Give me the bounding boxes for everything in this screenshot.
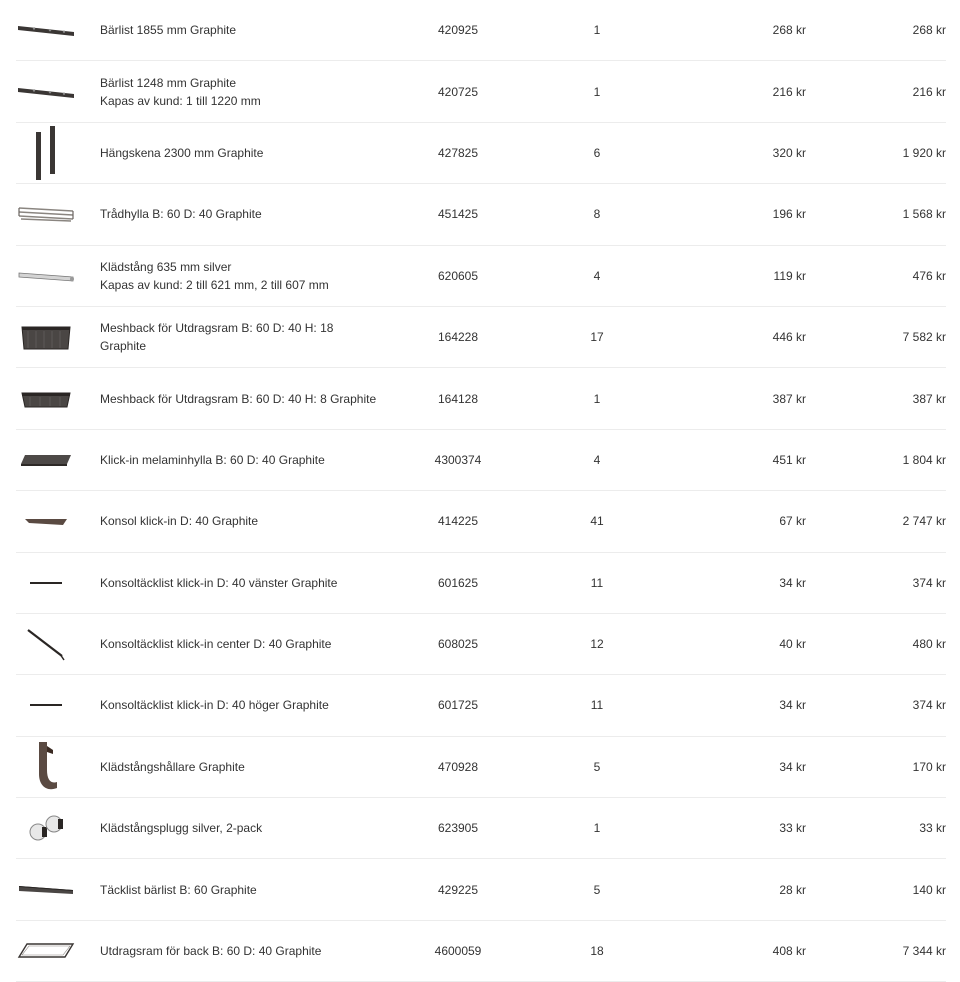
item-total-price: 268 kr (912, 23, 946, 38)
list-item[interactable] (16, 184, 946, 245)
item-quantity: 5 (593, 759, 601, 774)
item-name-cell (100, 246, 400, 306)
list-item[interactable] (16, 246, 946, 307)
item-article-number: 420925 (437, 23, 479, 38)
item-article-number: 601725 (437, 698, 479, 713)
item-unit-price: 451 kr (772, 452, 806, 467)
item-total-price: 1 804 kr (902, 452, 946, 467)
item-name-cell (100, 307, 400, 367)
item-unit-price: 387 kr (772, 391, 806, 406)
item-total-price: 1 568 kr (902, 207, 946, 222)
item-article-number: 429225 (437, 882, 479, 897)
item-total-price: 480 kr (912, 637, 946, 652)
item-quantity: 1 (593, 821, 601, 836)
list-item[interactable] (16, 675, 946, 736)
item-total-price: 374 kr (912, 575, 946, 590)
item-name: Bärlist 1855 mm Graphite (100, 23, 237, 38)
list-item[interactable] (16, 737, 946, 798)
item-name-cell (100, 184, 400, 244)
item-name: Konsoltäcklist klick-in center D: 40 Graphite (100, 637, 332, 652)
item-name: Bärlist 1248 mm Graphite (100, 75, 237, 90)
item-total-price: 33 kr (919, 821, 946, 836)
item-unit-price: 268 kr (772, 23, 806, 38)
list-item[interactable] (16, 307, 946, 368)
item-total-price: 476 kr (912, 268, 946, 283)
cover-strip-center-icon (16, 614, 76, 674)
item-quantity: 18 (590, 944, 604, 959)
item-article-number: 420725 (437, 84, 479, 99)
item-total-price: 387 kr (912, 391, 946, 406)
item-name-cell (100, 553, 400, 613)
item-name: Konsoltäcklist klick-in D: 40 höger Graphite (100, 698, 329, 713)
item-quantity: 11 (590, 698, 604, 713)
item-name: Täcklist bärlist B: 60 Graphite (100, 882, 257, 897)
list-item[interactable] (16, 368, 946, 429)
item-total-price: 216 kr (912, 84, 946, 99)
mesh-basket-icon (16, 307, 76, 367)
list-item[interactable] (16, 430, 946, 491)
rail-icon (16, 0, 76, 60)
item-note: Kapas av kund: 1 till 1220 mm (100, 93, 261, 108)
item-quantity: 8 (593, 207, 601, 222)
item-name: Meshback för Utdragsram B: 60 D: 40 H: 18 (100, 321, 334, 336)
hanging-bar-icon (16, 123, 76, 183)
list-item[interactable] (16, 61, 946, 122)
item-total-price: 7 344 kr (902, 944, 946, 959)
cover-strip-icon (16, 553, 76, 613)
item-article-number: 4300374 (434, 452, 482, 467)
rod-plug-icon (16, 798, 76, 858)
item-quantity: 1 (593, 391, 601, 406)
item-unit-price: 34 kr (779, 575, 806, 590)
mesh-basket-low-icon (16, 368, 76, 428)
item-name-cell (100, 491, 400, 551)
item-unit-price: 33 kr (779, 821, 806, 836)
item-article-number: 4600059 (434, 944, 482, 959)
item-name: Klädstångshållare Graphite (100, 759, 245, 774)
list-item[interactable] (16, 491, 946, 552)
item-article-number: 427825 (437, 145, 479, 160)
item-name: Konsoltäcklist klick-in D: 40 vänster Graphite (100, 575, 338, 590)
item-quantity: 1 (593, 84, 601, 99)
list-item[interactable] (16, 921, 946, 982)
item-name-cell (100, 921, 400, 981)
item-quantity: 41 (590, 514, 604, 529)
item-article-number: 601625 (437, 575, 479, 590)
list-item[interactable] (16, 798, 946, 859)
item-name: Utdragsram för back B: 60 D: 40 Graphite (100, 944, 322, 959)
list-item[interactable] (16, 614, 946, 675)
item-article-number: 164228 (437, 330, 479, 345)
list-item[interactable] (16, 553, 946, 614)
item-unit-price: 446 kr (772, 330, 806, 345)
bracket-icon (16, 491, 76, 551)
item-article-number: 608025 (437, 637, 479, 652)
item-unit-price: 119 kr (773, 268, 806, 283)
wire-shelf-icon (16, 184, 76, 244)
item-unit-price: 196 kr (772, 207, 806, 222)
item-name-cell (100, 798, 400, 858)
item-total-price: 2 747 kr (902, 514, 946, 529)
item-unit-price: 67 kr (779, 514, 806, 529)
item-unit-price: 216 kr (772, 84, 806, 99)
item-name-cell (100, 368, 400, 428)
item-unit-price: 34 kr (779, 698, 806, 713)
item-article-number: 623905 (437, 821, 479, 836)
item-name-cell (100, 0, 400, 60)
item-quantity: 4 (593, 268, 601, 283)
item-total-price: 374 kr (912, 698, 946, 713)
item-total-price: 7 582 kr (902, 330, 946, 345)
item-quantity: 4 (593, 452, 601, 467)
item-name: Klädstångsplugg silver, 2-pack (100, 821, 263, 836)
item-unit-price: 320 kr (772, 145, 806, 160)
rod-holder-icon (16, 737, 76, 797)
item-name: Trådhylla B: 60 D: 40 Graphite (100, 207, 262, 222)
item-article-number: 470928 (437, 759, 479, 774)
item-total-price: 170 kr (912, 759, 946, 774)
drawer-frame-icon (16, 921, 76, 981)
item-quantity: 17 (590, 330, 604, 345)
item-article-number: 414225 (437, 514, 479, 529)
item-note: Graphite (100, 339, 147, 354)
item-note: Kapas av kund: 2 till 621 mm, 2 till 607 mm (100, 277, 329, 292)
item-name-cell (100, 859, 400, 919)
rail-icon (16, 61, 76, 121)
item-name: Meshback för Utdragsram B: 60 D: 40 H: 8 Graphite (100, 391, 377, 406)
clothes-rod-icon (16, 246, 76, 306)
item-name: Konsol klick-in D: 40 Graphite (100, 514, 259, 529)
item-total-price: 1 920 kr (902, 145, 946, 160)
item-article-number: 164128 (437, 391, 479, 406)
item-name-cell (100, 123, 400, 183)
item-name: Klick-in melaminhylla B: 60 D: 40 Graphite (100, 452, 325, 467)
item-total-price: 140 kr (912, 882, 946, 897)
item-name-cell (100, 614, 400, 674)
item-quantity: 11 (590, 575, 604, 590)
item-unit-price: 408 kr (772, 944, 806, 959)
item-quantity: 1 (593, 23, 601, 38)
list-item[interactable] (16, 123, 946, 184)
list-item[interactable] (16, 859, 946, 920)
item-name-cell (100, 430, 400, 490)
item-quantity: 12 (590, 637, 604, 652)
item-name-cell (100, 675, 400, 735)
item-name-cell (100, 61, 400, 121)
item-unit-price: 40 kr (779, 637, 806, 652)
item-name-cell (100, 737, 400, 797)
melamine-shelf-icon (16, 430, 76, 490)
item-unit-price: 28 kr (779, 882, 806, 897)
cover-strip-icon (16, 675, 76, 735)
item-quantity: 5 (593, 882, 601, 897)
item-name: Hängskena 2300 mm Graphite (100, 145, 264, 160)
item-quantity: 6 (593, 145, 601, 160)
item-unit-price: 34 kr (779, 759, 806, 774)
item-article-number: 620605 (437, 268, 479, 283)
list-item[interactable] (16, 0, 946, 61)
item-article-number: 451425 (437, 207, 479, 222)
item-name: Klädstång 635 mm silver (100, 259, 232, 274)
rail-cover-icon (16, 859, 76, 919)
